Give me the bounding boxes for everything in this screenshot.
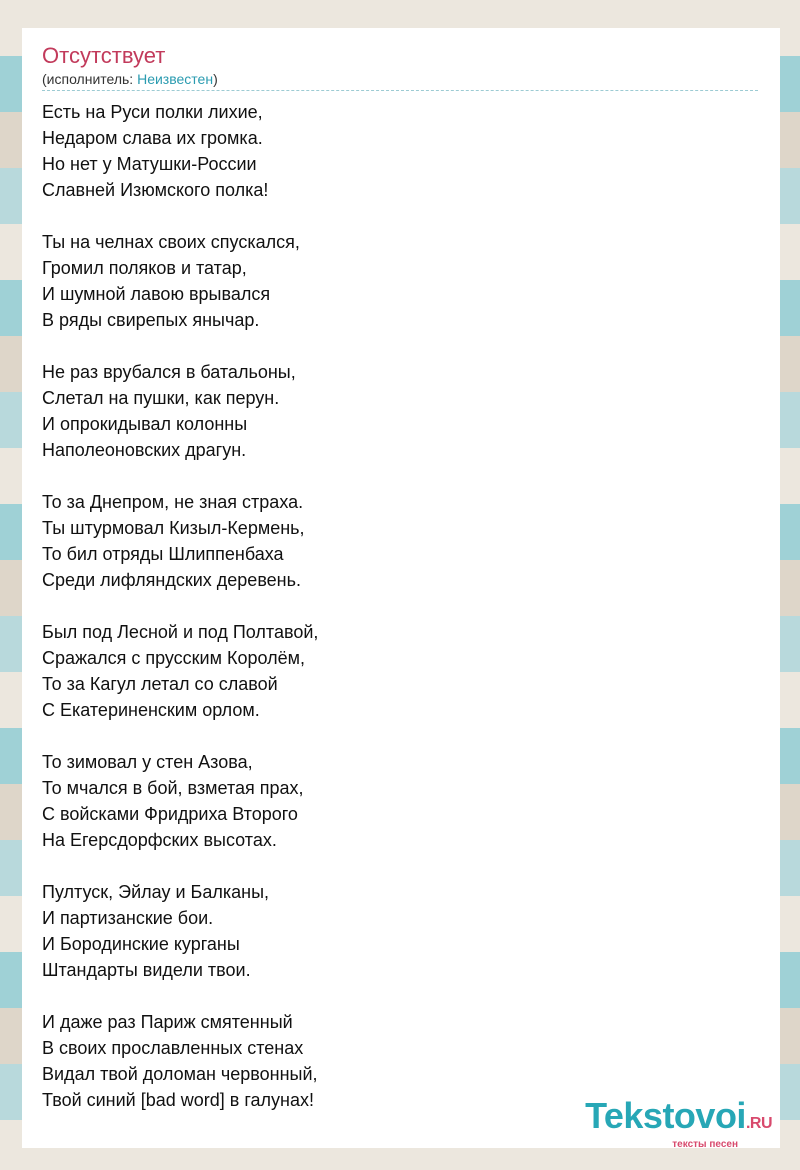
lyric-line: Был под Лесной и под Полтавой, — [42, 622, 319, 642]
lyric-line: И Бородинские курганы — [42, 934, 240, 954]
lyric-line: С войсками Фридриха Второго — [42, 804, 298, 824]
lyric-line: В своих прославленных стенах — [42, 1038, 304, 1058]
lyric-line: Твой синий [bad word] в галунах! — [42, 1090, 314, 1110]
lyric-line: Сражался с прусским Королём, — [42, 648, 305, 668]
lyric-line: Слетал на пушки, как перун. — [42, 388, 280, 408]
stanza — [42, 879, 758, 983]
lyric-line: С Екатериненским орлом. — [42, 700, 260, 720]
lyric-line: И даже раз Париж смятенный — [42, 1012, 293, 1032]
lyric-line: На Егерсдорфских высотах. — [42, 830, 277, 850]
logo-name: Tekstovoi — [585, 1095, 746, 1136]
lyric-line: В ряды свирепых янычар. — [42, 310, 260, 330]
lyric-line: То зимовал у стен Азова, — [42, 752, 253, 772]
performer-link[interactable]: Неизвестен — [137, 71, 214, 87]
logo-tld: .RU — [745, 1115, 772, 1132]
lyric-line: Ты штурмовал Кизыл-Кермень, — [42, 518, 305, 538]
lyric-line: То за Днепром, не зная страха. — [42, 492, 304, 512]
lyric-line: То за Кагул летал со славой — [42, 674, 278, 694]
lyric-line: Видал твой доломан червонный, — [42, 1064, 318, 1084]
lyric-line: И партизанские бои. — [42, 908, 214, 928]
stanza — [42, 99, 758, 203]
logo-tagline: тексты песен — [672, 1139, 738, 1150]
lyric-line: Недаром слава их громка. — [42, 128, 263, 148]
song-title: Отсутствует — [42, 43, 166, 68]
lyric-line: Славней Изюмского полка! — [42, 180, 269, 200]
lyric-line: Пултуск, Эйлау и Балканы, — [42, 882, 270, 902]
stanza — [42, 359, 758, 463]
stanza — [42, 619, 758, 723]
lyric-line: Но нет у Матушки-России — [42, 154, 257, 174]
lyric-line: То бил отряды Шлиппенбаха — [42, 544, 284, 564]
stanza — [42, 749, 758, 853]
lyric-line: Ты на челнах своих спускался, — [42, 232, 300, 252]
lyric-line: Штандарты видели твои. — [42, 960, 251, 980]
lyric-line: Среди лифляндских деревень. — [42, 570, 302, 590]
lyric-line: Наполеоновских драгун. — [42, 440, 247, 460]
site-logo[interactable] — [585, 1095, 772, 1150]
lyrics-card — [22, 28, 780, 1148]
lyric-line: Не раз врубался в батальоны, — [42, 362, 296, 382]
lyric-line: То мчался в бой, взметая прах, — [42, 778, 304, 798]
performer-prefix: (исполнитель: — [42, 71, 138, 87]
lyric-line: И шумной лавою врывался — [42, 284, 271, 304]
stanza — [42, 489, 758, 593]
lyric-line: Громил поляков и татар, — [42, 258, 247, 278]
lyric-line: И опрокидывал колонны — [42, 414, 248, 434]
logo-wordmark — [585, 1095, 772, 1142]
performer-suffix: ) — [213, 71, 218, 87]
performer-line — [42, 70, 758, 91]
lyric-line: Есть на Руси полки лихие, — [42, 102, 263, 122]
lyrics-body — [42, 99, 758, 1113]
stanza — [42, 229, 758, 333]
